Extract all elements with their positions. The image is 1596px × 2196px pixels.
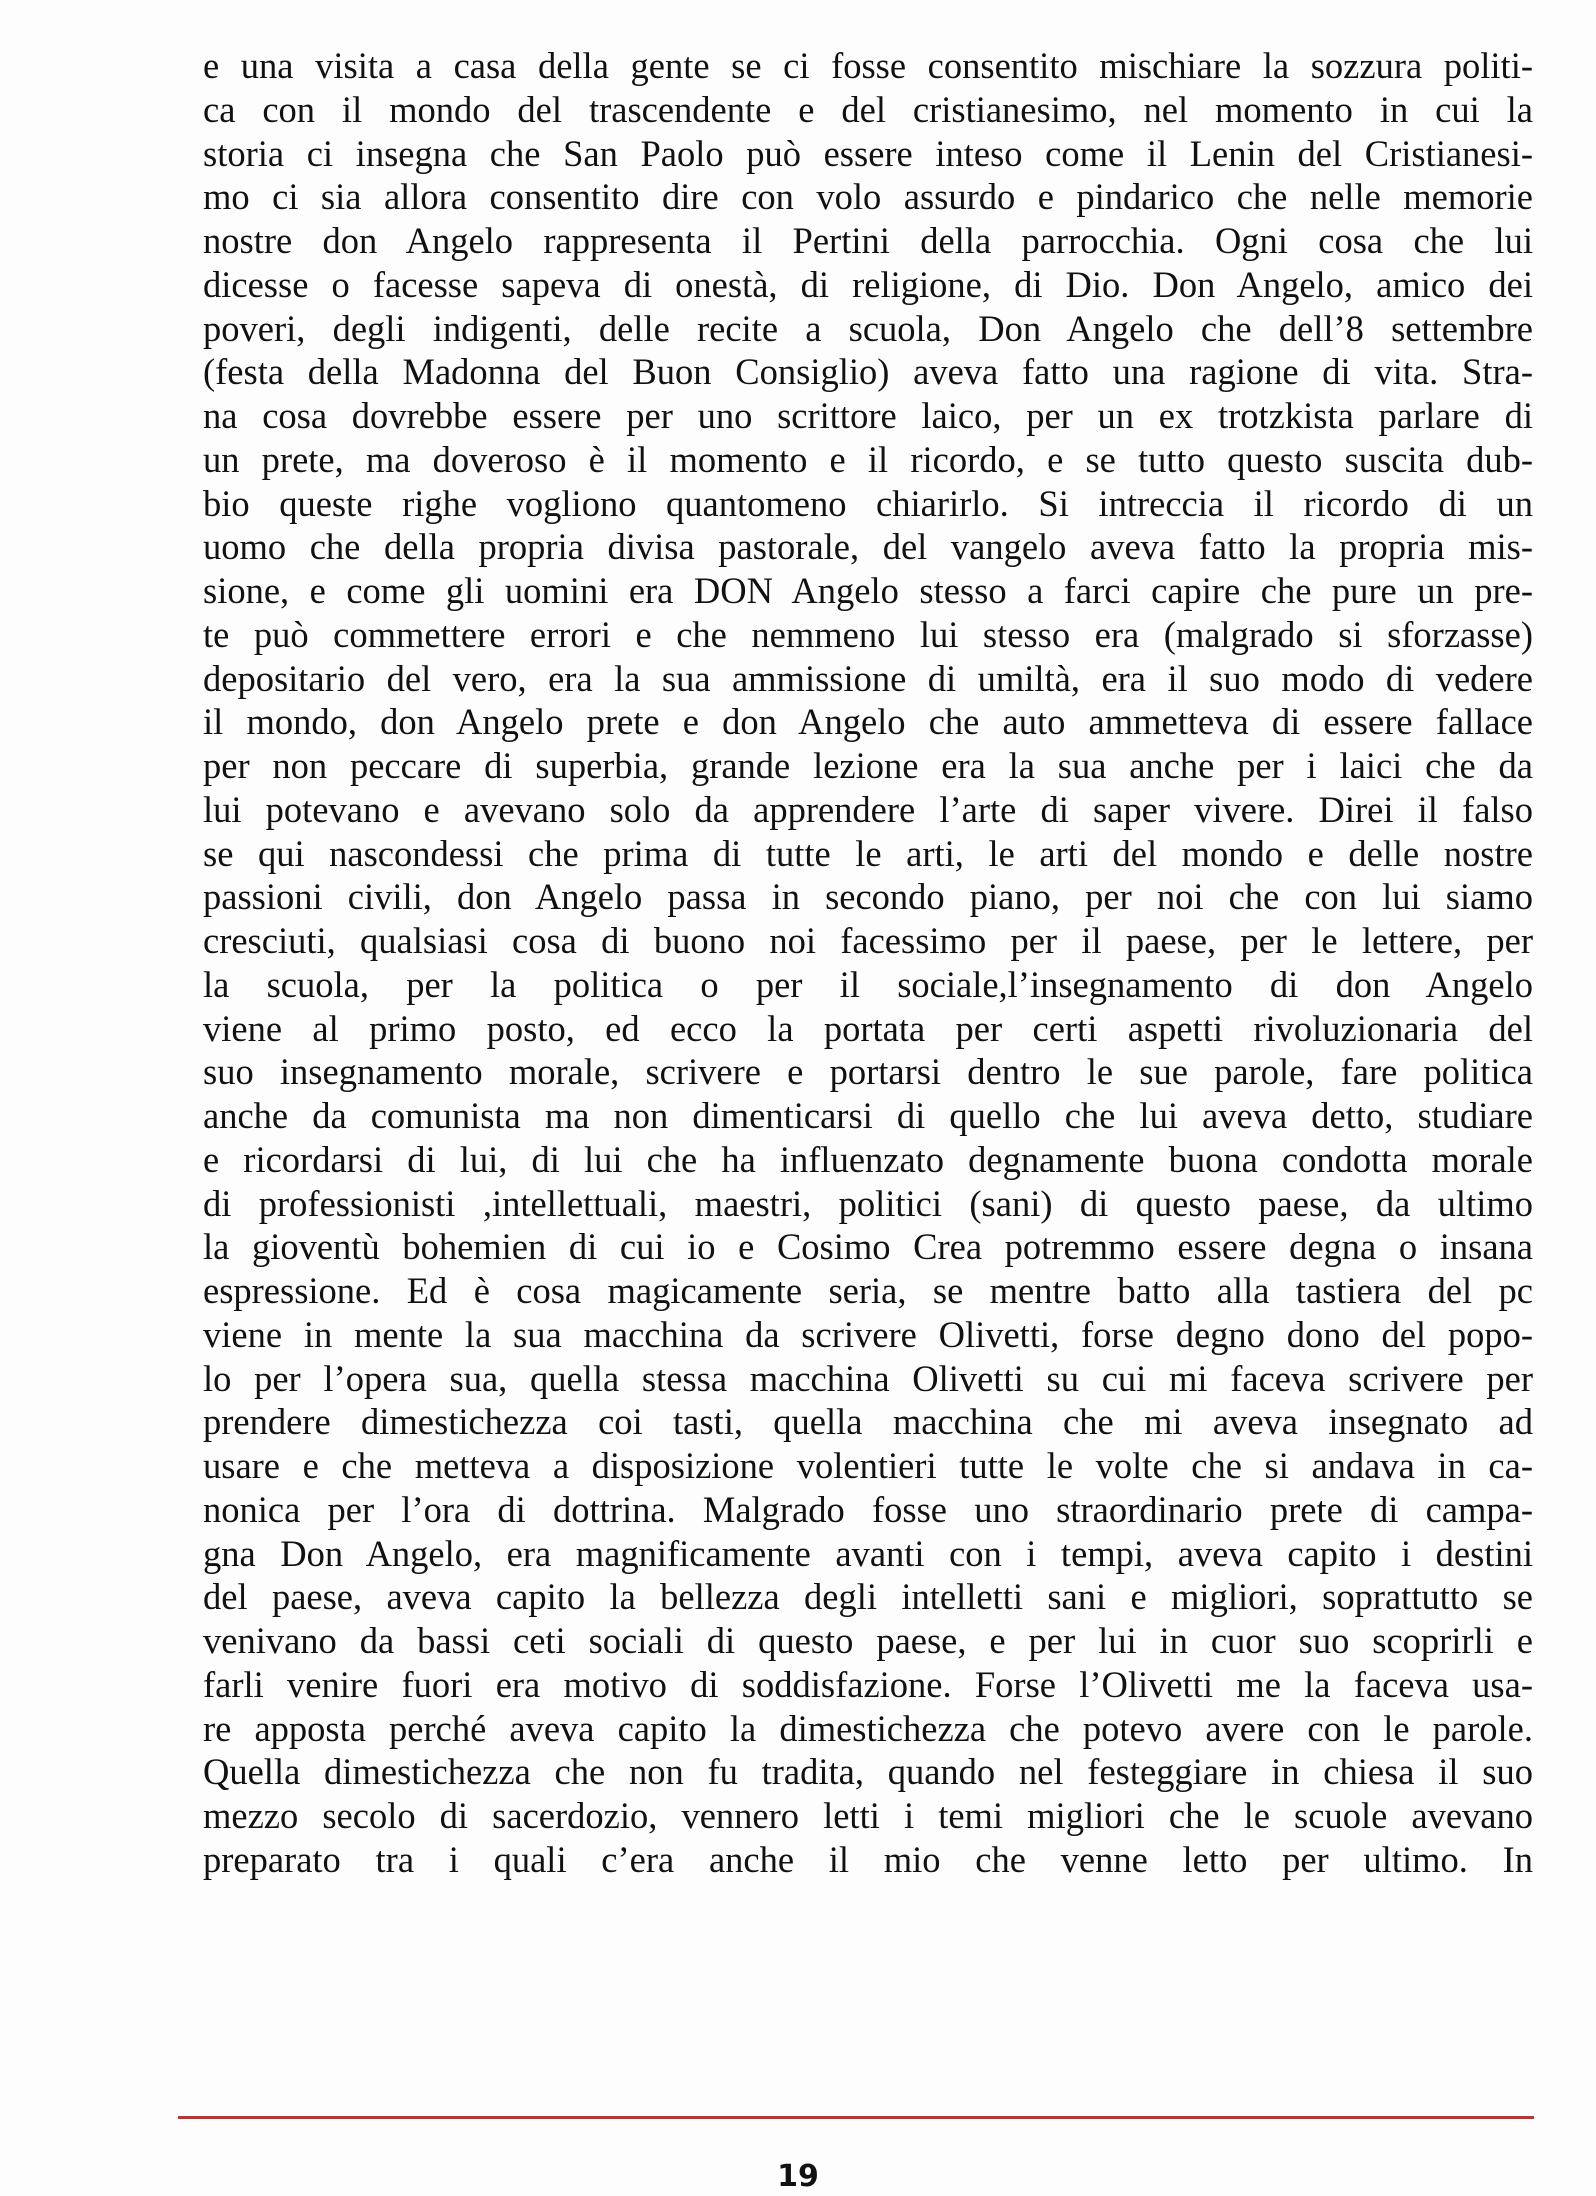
text-line: la scuola, per la politica o per il sociale,l’insegnamento di don Angelo [203, 963, 1533, 1005]
text-line: mo ci sia allora consentito dire con volo assurdo e pindarico che nelle memorie [203, 176, 1533, 218]
text-line: gna Don Angelo, era magnificamente avanti con i tempi, aveva capito i destini [203, 1532, 1533, 1574]
text-line: il mondo, don Angelo prete e don Angelo che auto ammetteva di essere fallace [203, 701, 1533, 743]
text-line: (festa della Madonna del Buon Consiglio) aveva fatto una ragione di vita. Stra- [203, 351, 1533, 393]
text-line: dicesse o facesse sapeva di onestà, di religione, di Dio. Don Angelo, amico dei [203, 263, 1533, 305]
text-line: cresciuti, qualsiasi cosa di buono noi facessimo per il paese, per le lettere, per [203, 920, 1533, 961]
footer-rule [178, 2116, 1534, 2119]
text-line: na cosa dovrebbe essere per uno scrittore laico, per un ex trotzkista parlare di [203, 395, 1533, 436]
text-line: mezzo secolo di sacerdozio, vennero letti i temi migliori che le scuole avevano [203, 1795, 1533, 1836]
text-line: Quella dimestichezza che non fu tradita, quando nel festeggiare in chiesa il suo [203, 1751, 1533, 1793]
text-line: viene in mente la sua macchina da scrivere Olivetti, forse degno dono del popo- [203, 1313, 1533, 1355]
text-line: anche da comunista ma non dimenticarsi di quello che lui aveva detto, studiare [203, 1095, 1533, 1136]
text-line: e ricordarsi di lui, di lui che ha influenzato degnamente buona condotta morale [203, 1138, 1533, 1180]
text-line: storia ci insegna che San Paolo può essere inteso come il Lenin del Cristianesi- [203, 132, 1533, 174]
text-line: depositario del vero, era la sua ammissione di umiltà, era il suo modo di vedere [203, 657, 1533, 699]
text-line: farli venire fuori era motivo di soddisfazione. Forse l’Olivetti me la faceva usa- [203, 1663, 1533, 1705]
text-line: espressione. Ed è cosa magicamente seria, se mentre batto alla tastiera del pc [203, 1270, 1533, 1311]
text-line: venivano da bassi ceti sociali di questo paese, e per lui in cuor suo scoprirli e [203, 1620, 1533, 1661]
page-number: 19 [777, 2159, 819, 2194]
body-text [203, 44, 1533, 1882]
text-line: nonica per l’ora di dottrina. Malgrado fosse uno straordinario prete di campa- [203, 1488, 1533, 1530]
text-line: del paese, aveva capito la bellezza degli intelletti sani e migliori, soprattutto se [203, 1576, 1533, 1618]
text-line: di professionisti ,intellettuali, maestri, politici (sani) di questo paese, da ultimo [203, 1182, 1533, 1224]
text-line: preparato tra i quali c’era anche il mio che venne letto per ultimo. In [203, 1838, 1533, 1880]
text-line: usare e che metteva a disposizione volentieri tutte le volte che si andava in ca- [203, 1445, 1533, 1486]
text-line: se qui nascondessi che prima di tutte le arti, le arti del mondo e delle nostre [203, 832, 1533, 874]
text-line: lui potevano e avevano solo da apprendere l’arte di saper vivere. Direi il falso [203, 788, 1533, 830]
text-line: uomo che della propria divisa pastorale, del vangelo aveva fatto la propria mis- [203, 526, 1533, 568]
text-line: poveri, degli indigenti, delle recite a scuola, Don Angelo che dell’8 settembre [203, 307, 1533, 349]
text-line: e una visita a casa della gente se ci fosse consentito mischiare la sozzura politi- [203, 45, 1533, 86]
text-line: lo per l’opera sua, quella stessa macchina Olivetti su cui mi faceva scrivere per [203, 1357, 1533, 1399]
text-line: suo insegnamento morale, scrivere e portarsi dentro le sue parole, fare politica [203, 1051, 1533, 1093]
text-line: ca con il mondo del trascendente e del cristianesimo, nel momento in cui la [203, 88, 1533, 130]
text-line: te può commettere errori e che nemmeno lui stesso era (malgrado si sforzasse) [203, 613, 1533, 655]
text-line: sione, e come gli uomini era DON Angelo stesso a farci capire che pure un pre- [203, 570, 1533, 611]
text-line: per non peccare di superbia, grande lezione era la sua anche per i laici che da [203, 745, 1533, 786]
text-line: un prete, ma doveroso è il momento e il ricordo, e se tutto questo suscita dub- [203, 438, 1533, 480]
text-line: passioni civili, don Angelo passa in secondo piano, per noi che con lui siamo [203, 876, 1533, 918]
text-line: prendere dimestichezza coi tasti, quella macchina che mi aveva insegnato ad [203, 1401, 1533, 1443]
text-line: re apposta perché aveva capito la dimestichezza che potevo avere con le parole. [203, 1707, 1533, 1749]
text-line: la gioventù bohemien di cui io e Cosimo Crea potremmo essere degna o insana [203, 1226, 1533, 1268]
text-line: nostre don Angelo rappresenta il Pertini della parrocchia. Ogni cosa che lui [203, 220, 1533, 261]
text-line: bio queste righe vogliono quantomeno chiarirlo. Si intreccia il ricordo di un [203, 482, 1533, 524]
text-line: viene al primo posto, ed ecco la portata per certi aspetti rivoluzionaria del [203, 1007, 1533, 1049]
